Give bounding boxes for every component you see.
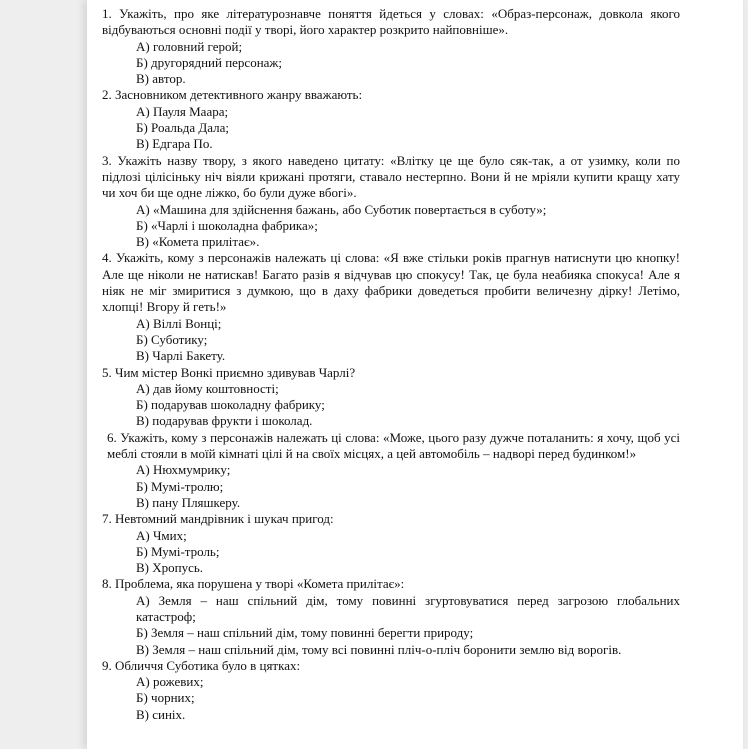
option-5a: А) дав йому коштовності;	[136, 380, 279, 396]
option-7b: Б) Мумі-троль;	[136, 543, 220, 559]
option-8b: Б) Земля – наш спільний дім, тому повинні берегти природу;	[136, 625, 474, 641]
option-2b: Б) Роальда Дала;	[136, 120, 230, 136]
question-3: 3. Укажіть назву твору, з якого наведено цитату: «Влітку це ще було сяк-так, а от узимку, коли по підлозі цілісіньку ніч віяли крижані протяги, ставало нестерпно. Вони й не мріяли купити кращу хату чи хоч би ще одне ліжко, бо були дуже вбогі».	[102, 152, 680, 201]
question-8: 8. Проблема, яка порушена у творі «Комета прилітає»:	[102, 576, 405, 592]
option-7a: А) Чмих;	[136, 527, 187, 543]
question-9: 9. Обличчя Суботика було в цятках:	[102, 657, 301, 673]
question-5: 5. Чим містер Вонкі приємно здивував Чарлі?	[102, 364, 356, 380]
option-5b: Б) подарував шоколадну фабрику;	[136, 397, 325, 413]
option-3a: А) «Машина для здійснення бажань, або Суботик повертається в суботу»;	[136, 201, 547, 217]
option-9b: Б) чорних;	[136, 690, 195, 706]
option-3b: Б) «Чарлі і шоколадна фабрика»;	[136, 217, 318, 233]
option-1b: Б) другорядний персонаж;	[136, 54, 283, 70]
option-8c: В) Земля – наш спільний дім, тому всі повинні пліч-о-пліч боронити землю від ворогів.	[136, 641, 622, 657]
option-3c: В) «Комета прилітає».	[136, 234, 260, 250]
question-2: 2. Засновником детективного жанру вважають:	[102, 87, 363, 103]
option-2c: В) Едгара По.	[136, 136, 213, 152]
option-2a: А) Пауля Маара;	[136, 103, 229, 119]
option-6c: В) пану Пляшкеру.	[136, 494, 241, 510]
document-content	[102, 6, 680, 723]
option-4b: Б) Суботику;	[136, 331, 208, 347]
question-1: 1. Укажіть, про яке літературознавче поняття йдеться у словах: «Образ-персонаж, довкола якого відбуваються основні події у творі, його характер розкрито найповніше».	[102, 6, 680, 38]
option-1a: А) головний герой;	[136, 38, 243, 54]
option-7c: В) Хропусь.	[136, 560, 204, 576]
question-7: 7. Невтомний мандрівник і шукач пригод:	[102, 511, 334, 527]
document-page	[87, 0, 743, 749]
option-9a: А) рожевих;	[136, 674, 204, 690]
option-1c: В) автор.	[136, 71, 186, 87]
option-4a: А) Віллі Вонці;	[136, 315, 222, 331]
question-6: 6. Укажіть, кому з персонажів належать ці слова: «Може, цього разу дужче поталанить: я хочу, щоб усі меблі стояли в моїй кімнаті цілі й на своїх місцях, а цей автомобіль – надворі перед будинком!»	[107, 429, 680, 462]
option-6a: А) Нюхмумрику;	[136, 462, 231, 478]
question-4: 4. Укажіть, кому з персонажів належать ці слова: «Я вже стільки років прагнув натиснути цю кнопку! Але ще ніколи не натискав! Багато разів я відчував цю спокусу! Так, це була неабияка спокуса! Але я ніяк не міг змиритися з думкою, що в даху фабрики доведеться пробити величезну дірку! Летімо, хлопці! Вгору й геть!»	[102, 250, 680, 315]
option-9c: В) синіх.	[136, 706, 186, 722]
option-6b: Б) Мумі-тролю;	[136, 478, 224, 494]
option-8a: А) Земля – наш спільний дім, тому повинні згуртовуватися перед загрозою глобальних катастроф;	[136, 592, 680, 624]
option-5c: В) подарував фрукти і шоколад.	[136, 413, 313, 429]
option-4c: В) Чарлі Бакету.	[136, 348, 226, 364]
